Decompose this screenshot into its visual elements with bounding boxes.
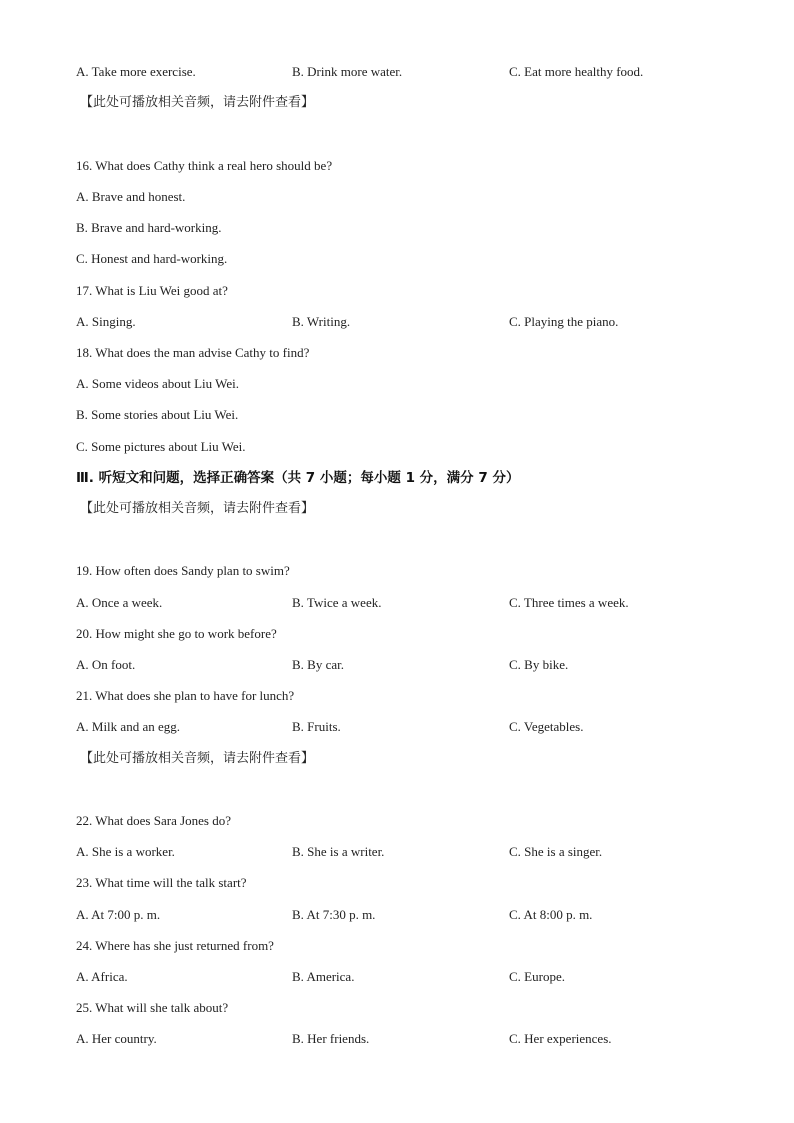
q23-option-b: B. At 7:30 p. m. (292, 907, 376, 922)
q15-option-a: A. Take more exercise. (76, 64, 196, 79)
q21-options (76, 718, 716, 736)
q25-option-b: B. Her friends. (292, 1031, 370, 1046)
q21-question: 21. What does she plan to have for lunch? (76, 688, 295, 703)
q21-option-c: C. Vegetables. (509, 719, 584, 734)
q18-question: 18. What does the man advise Cathy to find? (76, 345, 310, 360)
q22-options (76, 843, 716, 861)
q23-options (76, 906, 716, 924)
q22-option-a: A. She is a worker. (76, 844, 175, 859)
q23-option-c: C. At 8:00 p. m. (509, 907, 593, 922)
audio-note-1[interactable]: 【此处可播放相关音频，请去附件查看】 (80, 95, 315, 110)
q20-option-a: A. On foot. (76, 657, 136, 672)
q25-question: 25. What will she talk about? (76, 1000, 229, 1015)
q24-question: 24. Where has she just returned from? (76, 938, 274, 953)
q16-option-b: B. Brave and hard-working. (76, 220, 222, 235)
q19-option-c: C. Three times a week. (509, 595, 629, 610)
q22-option-b: B. She is a writer. (292, 844, 385, 859)
q19-option-b: B. Twice a week. (292, 595, 382, 610)
q16-option-a: A. Brave and honest. (76, 189, 186, 204)
audio-note-3[interactable]: 【此处可播放相关音频，请去附件查看】 (80, 751, 315, 766)
q15-option-c: C. Eat more healthy food. (509, 64, 644, 79)
q20-option-c: C. By bike. (509, 657, 569, 672)
q17-question: 17. What is Liu Wei good at? (76, 283, 228, 298)
q23-option-a: A. At 7:00 p. m. (76, 907, 161, 922)
q25-option-a: A. Her country. (76, 1031, 157, 1046)
q17-option-c: C. Playing the piano. (509, 314, 619, 329)
q19-options (76, 594, 716, 612)
q20-option-b: B. By car. (292, 657, 344, 672)
q16-question: 16. What does Cathy think a real hero should be? (76, 158, 333, 173)
q19-option-a: A. Once a week. (76, 595, 163, 610)
q18-option-c: C. Some pictures about Liu Wei. (76, 439, 246, 454)
audio-note-2[interactable]: 【此处可播放相关音频，请去附件查看】 (80, 501, 315, 516)
q23-question: 23. What time will the talk start? (76, 875, 247, 890)
q21-option-b: B. Fruits. (292, 719, 341, 734)
q24-option-b: B. America. (292, 969, 355, 984)
q15-option-b: B. Drink more water. (292, 64, 403, 79)
q24-option-a: A. Africa. (76, 969, 128, 984)
q17-options (76, 313, 716, 331)
section-3-title: Ⅲ. 听短文和问题，选择正确答案（共 7 小题；每小题 1 分，满分 7 分） (76, 470, 520, 486)
q21-option-a: A. Milk and an egg. (76, 719, 180, 734)
q24-options (76, 968, 716, 986)
q17-option-a: A. Singing. (76, 314, 136, 329)
q17-option-b: B. Writing. (292, 314, 351, 329)
q20-question: 20. How might she go to work before? (76, 626, 277, 641)
q25-options (76, 1030, 716, 1048)
q24-option-c: C. Europe. (509, 969, 565, 984)
q18-option-a: A. Some videos about Liu Wei. (76, 376, 240, 391)
q18-option-b: B. Some stories about Liu Wei. (76, 407, 239, 422)
q22-option-c: C. She is a singer. (509, 844, 603, 859)
q20-options (76, 656, 716, 674)
q25-option-c: C. Her experiences. (509, 1031, 612, 1046)
q16-option-c: C. Honest and hard-working. (76, 251, 228, 266)
q22-question: 22. What does Sara Jones do? (76, 813, 232, 828)
q15-options (76, 63, 716, 81)
q19-question: 19. How often does Sandy plan to swim? (76, 563, 290, 578)
